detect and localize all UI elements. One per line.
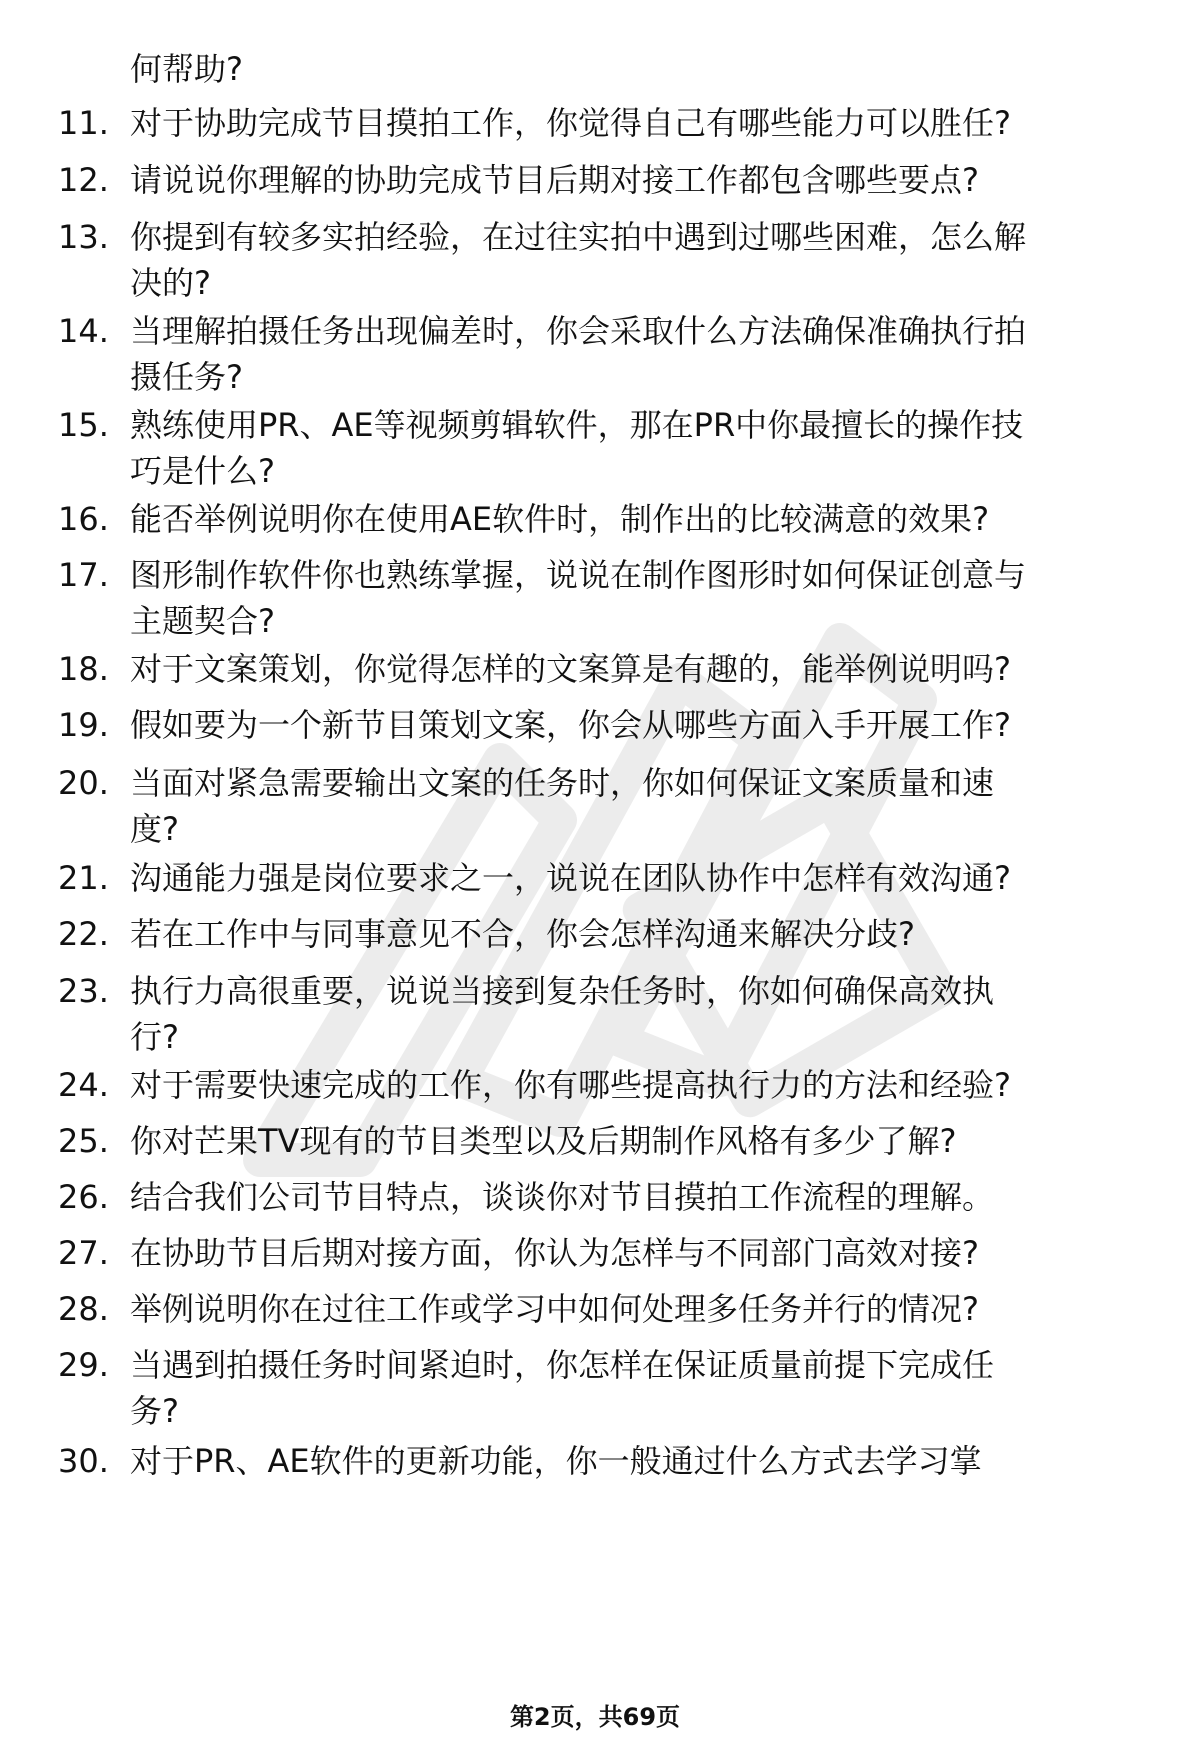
question-number: 24. (58, 1066, 109, 1104)
question-item (0, 1438, 1190, 1484)
question-number: 11. (58, 104, 109, 142)
question-text-line: 当遇到拍摄任务时间紧迫时，你怎样在保证质量前提下完成任 (130, 1346, 995, 1384)
question-number: 13. (58, 218, 109, 256)
question-text-line: 举例说明你在过往工作或学习中如何处理多任务并行的情况? (130, 1290, 979, 1328)
question-text-line: 当理解拍摄任务出现偏差时，你会采取什么方法确保准确执行拍 (130, 312, 1027, 350)
page-footer: 第2页，共69页 (509, 1703, 681, 1731)
question-text-line: 对于PR、AE软件的更新功能，你一般通过什么方式去学习掌 (130, 1442, 982, 1480)
question-item (0, 214, 1190, 306)
question-item (0, 1342, 1190, 1434)
question-number: 25. (58, 1122, 109, 1160)
question-item (0, 702, 1190, 748)
question-item (0, 496, 1190, 542)
question-text (130, 552, 1150, 644)
question-text (130, 911, 1150, 957)
question-text-line: 主题契合? (130, 602, 275, 640)
question-item (0, 1118, 1190, 1164)
question-text-line: 在协助节目后期对接方面，你认为怎样与不同部门高效对接? (130, 1234, 979, 1272)
question-text (130, 1286, 1150, 1332)
question-text-line: 行? (130, 1018, 179, 1056)
question-item (0, 911, 1190, 957)
question-text (130, 1342, 1150, 1434)
question-number: 29. (58, 1346, 109, 1384)
question-text-line: 熟练使用PR、AE等视频剪辑软件，那在PR中你最擅长的操作技 (130, 406, 1024, 444)
question-item (0, 552, 1190, 644)
question-text (130, 1438, 1150, 1484)
question-item (0, 968, 1190, 1060)
question-text-line: 假如要为一个新节目策划文案，你会从哪些方面入手开展工作? (130, 706, 1011, 744)
question-number: 12. (58, 161, 109, 199)
question-text (130, 760, 1150, 852)
question-text (130, 1174, 1150, 1220)
question-item (0, 1062, 1190, 1108)
question-text-line: 度? (130, 810, 179, 848)
question-text-line: 你对芒果TV现有的节目类型以及后期制作风格有多少了解? (130, 1122, 957, 1160)
question-item (0, 855, 1190, 901)
question-text-line: 当面对紧急需要输出文案的任务时，你如何保证文案质量和速 (130, 764, 995, 802)
question-number: 20. (58, 764, 109, 802)
question-text (130, 855, 1150, 901)
question-number: 14. (58, 312, 109, 350)
question-number: 28. (58, 1290, 109, 1328)
question-text (130, 1230, 1150, 1276)
question-text (130, 496, 1150, 542)
question-text-line: 对于文案策划，你觉得怎样的文案算是有趣的，能举例说明吗? (130, 650, 1011, 688)
question-text (130, 646, 1150, 692)
question-item (0, 308, 1190, 400)
question-item (0, 1286, 1190, 1332)
question-text-line: 图形制作软件你也熟练掌握，说说在制作图形时如何保证创意与 (130, 556, 1027, 594)
question-text (130, 402, 1150, 494)
question-item (0, 402, 1190, 494)
question-text (130, 214, 1150, 306)
question-number: 27. (58, 1234, 109, 1272)
question-text (130, 157, 1150, 203)
question-item (0, 760, 1190, 852)
question-text-line: 对于协助完成节目摸拍工作，你觉得自己有哪些能力可以胜任? (130, 104, 1011, 142)
question-number: 30. (58, 1442, 109, 1480)
question-text-line: 你提到有较多实拍经验，在过往实拍中遇到过哪些困难，怎么解 (130, 218, 1027, 256)
question-item (0, 100, 1190, 146)
question-text-line: 巧是什么? (130, 452, 275, 490)
continuation-line: 何帮助? (130, 50, 243, 88)
question-text-line: 沟通能力强是岗位要求之一，说说在团队协作中怎样有效沟通? (130, 859, 1011, 897)
question-number: 21. (58, 859, 109, 897)
question-number: 15. (58, 406, 109, 444)
question-number: 19. (58, 706, 109, 744)
question-text-line: 对于需要快速完成的工作，你有哪些提高执行力的方法和经验? (130, 1066, 1011, 1104)
question-text (130, 1062, 1150, 1108)
question-number: 22. (58, 915, 109, 953)
question-text-line: 结合我们公司节目特点，谈谈你对节目摸拍工作流程的理解。 (130, 1178, 995, 1216)
question-text (130, 968, 1150, 1060)
question-text-line: 能否举例说明你在使用AE软件时，制作出的比较满意的效果? (130, 500, 990, 538)
question-item (0, 157, 1190, 203)
question-number: 23. (58, 972, 109, 1010)
question-text-line: 务? (130, 1392, 179, 1430)
question-text-line: 决的? (130, 264, 211, 302)
question-text (130, 1118, 1150, 1164)
question-text (130, 308, 1150, 400)
question-number: 18. (58, 650, 109, 688)
question-text-line: 若在工作中与同事意见不合，你会怎样沟通来解决分歧? (130, 915, 915, 953)
question-item (0, 1230, 1190, 1276)
question-item (0, 1174, 1190, 1220)
question-item (0, 646, 1190, 692)
question-number: 26. (58, 1178, 109, 1216)
question-number: 16. (58, 500, 109, 538)
question-text-line: 摄任务? (130, 358, 243, 396)
question-text (130, 100, 1150, 146)
question-text-line: 请说说你理解的协助完成节目后期对接工作都包含哪些要点? (130, 161, 979, 199)
question-text (130, 702, 1150, 748)
question-number: 17. (58, 556, 109, 594)
question-text-line: 执行力高很重要，说说当接到复杂任务时，你如何确保高效执 (130, 972, 995, 1010)
